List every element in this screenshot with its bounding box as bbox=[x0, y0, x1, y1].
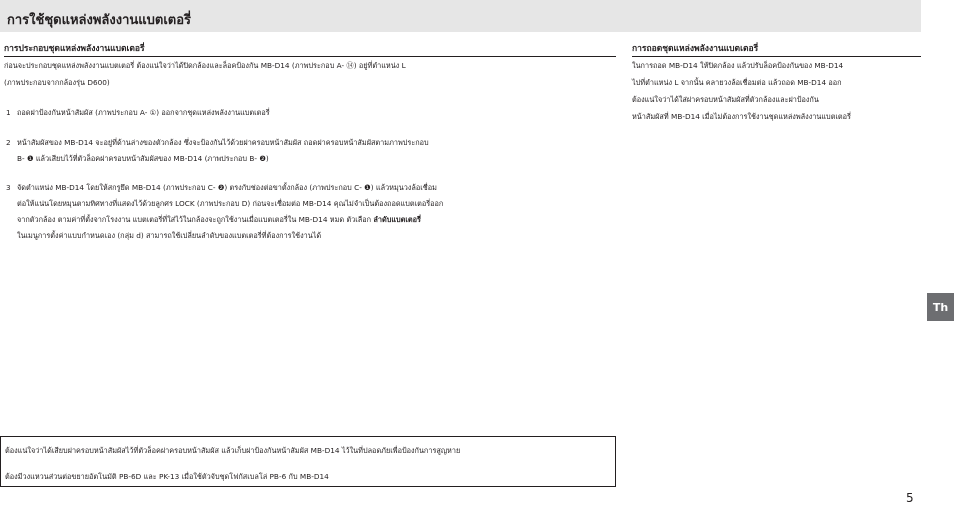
title-bar bbox=[0, 0, 921, 32]
removal-line-4: หน้าสัมผัสที่ MB-D14 เมื่อไม่ต้องการใช้งานชุดแหล่งพลังงานแบตเตอรี่ bbox=[632, 112, 851, 121]
page-title: การใช้ชุดแหล่งพลังงานแบตเตอรี่ bbox=[7, 13, 192, 28]
assembly-heading: การประกอบชุดแหล่งพลังงานแบตเตอรี่ bbox=[4, 41, 616, 57]
removal-line-3: ต้องแน่ใจว่าได้ใส่ฝาครอบหน้าสัมผัสที่ตัวกล้องและฝาป้องกัน bbox=[632, 95, 819, 104]
step-text: ต่อให้แน่นโดยหมุนตามทิศทางที่แสดงไว้ด้วยลูกศร LOCK (ภาพประกอบ D) ก่อนจะเชื่อมต่อ MB-D14 คุณไม่จำเป็นต้องถอดแบตเตอรี่ออก bbox=[17, 199, 444, 208]
step-text: จากตัวกล้อง ตามค่าที่ตั้งจากโรงงาน แบตเตอรี่ที่ใส่ไว้ในกล้องจะถูกใช้งานเมื่อแบตเตอรี่ใน MB-D14 หมด ตัวเลือก bbox=[17, 215, 372, 224]
page-number: 5 bbox=[906, 491, 914, 505]
language-tab: Th bbox=[927, 293, 954, 321]
step-text: ถอดฝาป้องกันหน้าสัมผัส (ภาพประกอบ A- ①) ออกจากชุดแหล่งพลังงานแบตเตอรี่ bbox=[17, 108, 270, 117]
step-number: 3 bbox=[6, 183, 11, 192]
battery-order-term: ลำดับแบตเตอรี่ bbox=[373, 215, 421, 224]
step-text: จัดตำแหน่ง MB-D14 โดยให้สกรูยึด MB-D14 (ภาพประกอบ C- ❷) ตรงกับช่องต่อขาตั้งกล้อง (ภาพประกอบ C- ❶) แล้วหมุนวงล้อเชื่อม bbox=[17, 183, 437, 192]
assembly-intro-line-2: (ภาพประกอบจากกล้องรุ่น D600) bbox=[4, 78, 110, 87]
assembly-intro-line-1: ก่อนจะประกอบชุดแหล่งพลังงานแบตเตอรี่ ต้องแน่ใจว่าได้ปิดกล้องและล็อคป้องกัน MB-D14 (ภาพประกอบ A- ⑭) อยู่ที่ตำแหน่ง L bbox=[4, 61, 406, 70]
step-text: ในเมนูการตั้งค่าแบบกำหนดเอง (กลุ่ม d) สามารถใช้เปลี่ยนลำดับของแบตเตอรี่ที่ต้องการใช้งานได้ bbox=[17, 231, 322, 240]
removal-heading: การถอดชุดแหล่งพลังงานแบตเตอรี่ bbox=[632, 41, 921, 57]
note-bellows: ต้องมีวงแหวนส่วนต่อขยายอัตโนมัติ PB-6D และ PK-13 เมื่อใช้ตัวจับชุดโฟกัสเบลโล่ PB-6 กับ MB-D14 bbox=[5, 472, 329, 481]
step-text: หน้าสัมผัสของ MB-D14 จะอยู่ที่ด้านล่างของตัวกล้อง ซึ่งจะป้องกันไว้ด้วยฝาครอบหน้าสัมผัส ถอดฝาครอบหน้าสัมผัสตามภาพประกอบ bbox=[17, 138, 429, 147]
step-text: B- ❶ แล้วเสียบไว้ที่ตัวล็อคฝาครอบหน้าสัมผัสของ MB-D14 (ภาพประกอบ B- ❷) bbox=[17, 154, 269, 163]
step-text-with-term bbox=[17, 212, 421, 228]
step-number: 2 bbox=[6, 138, 11, 147]
removal-line-1: ในการถอด MB-D14 ให้ปิดกล้อง แล้วปรับล็อคป้องกันของ MB-D14 bbox=[632, 61, 844, 70]
notes-box bbox=[0, 436, 616, 487]
step-number: 1 bbox=[6, 108, 11, 117]
removal-line-2: ไปที่ตำแหน่ง L จากนั้น คลายวงล้อเชื่อมต่อ แล้วถอด MB-D14 ออก bbox=[632, 78, 842, 87]
note-cover-storage: ต้องแน่ใจว่าได้เสียบฝาครอบหน้าสัมผัสไว้ที่ตัวล็อคฝาครอบหน้าสัมผัส แล้วเก็บฝาป้องกันหน้าสัมผัส MB-D14 ไว้ในที่ปลอดภัยเพื่อป้องกันการสูญหาย bbox=[5, 446, 461, 455]
